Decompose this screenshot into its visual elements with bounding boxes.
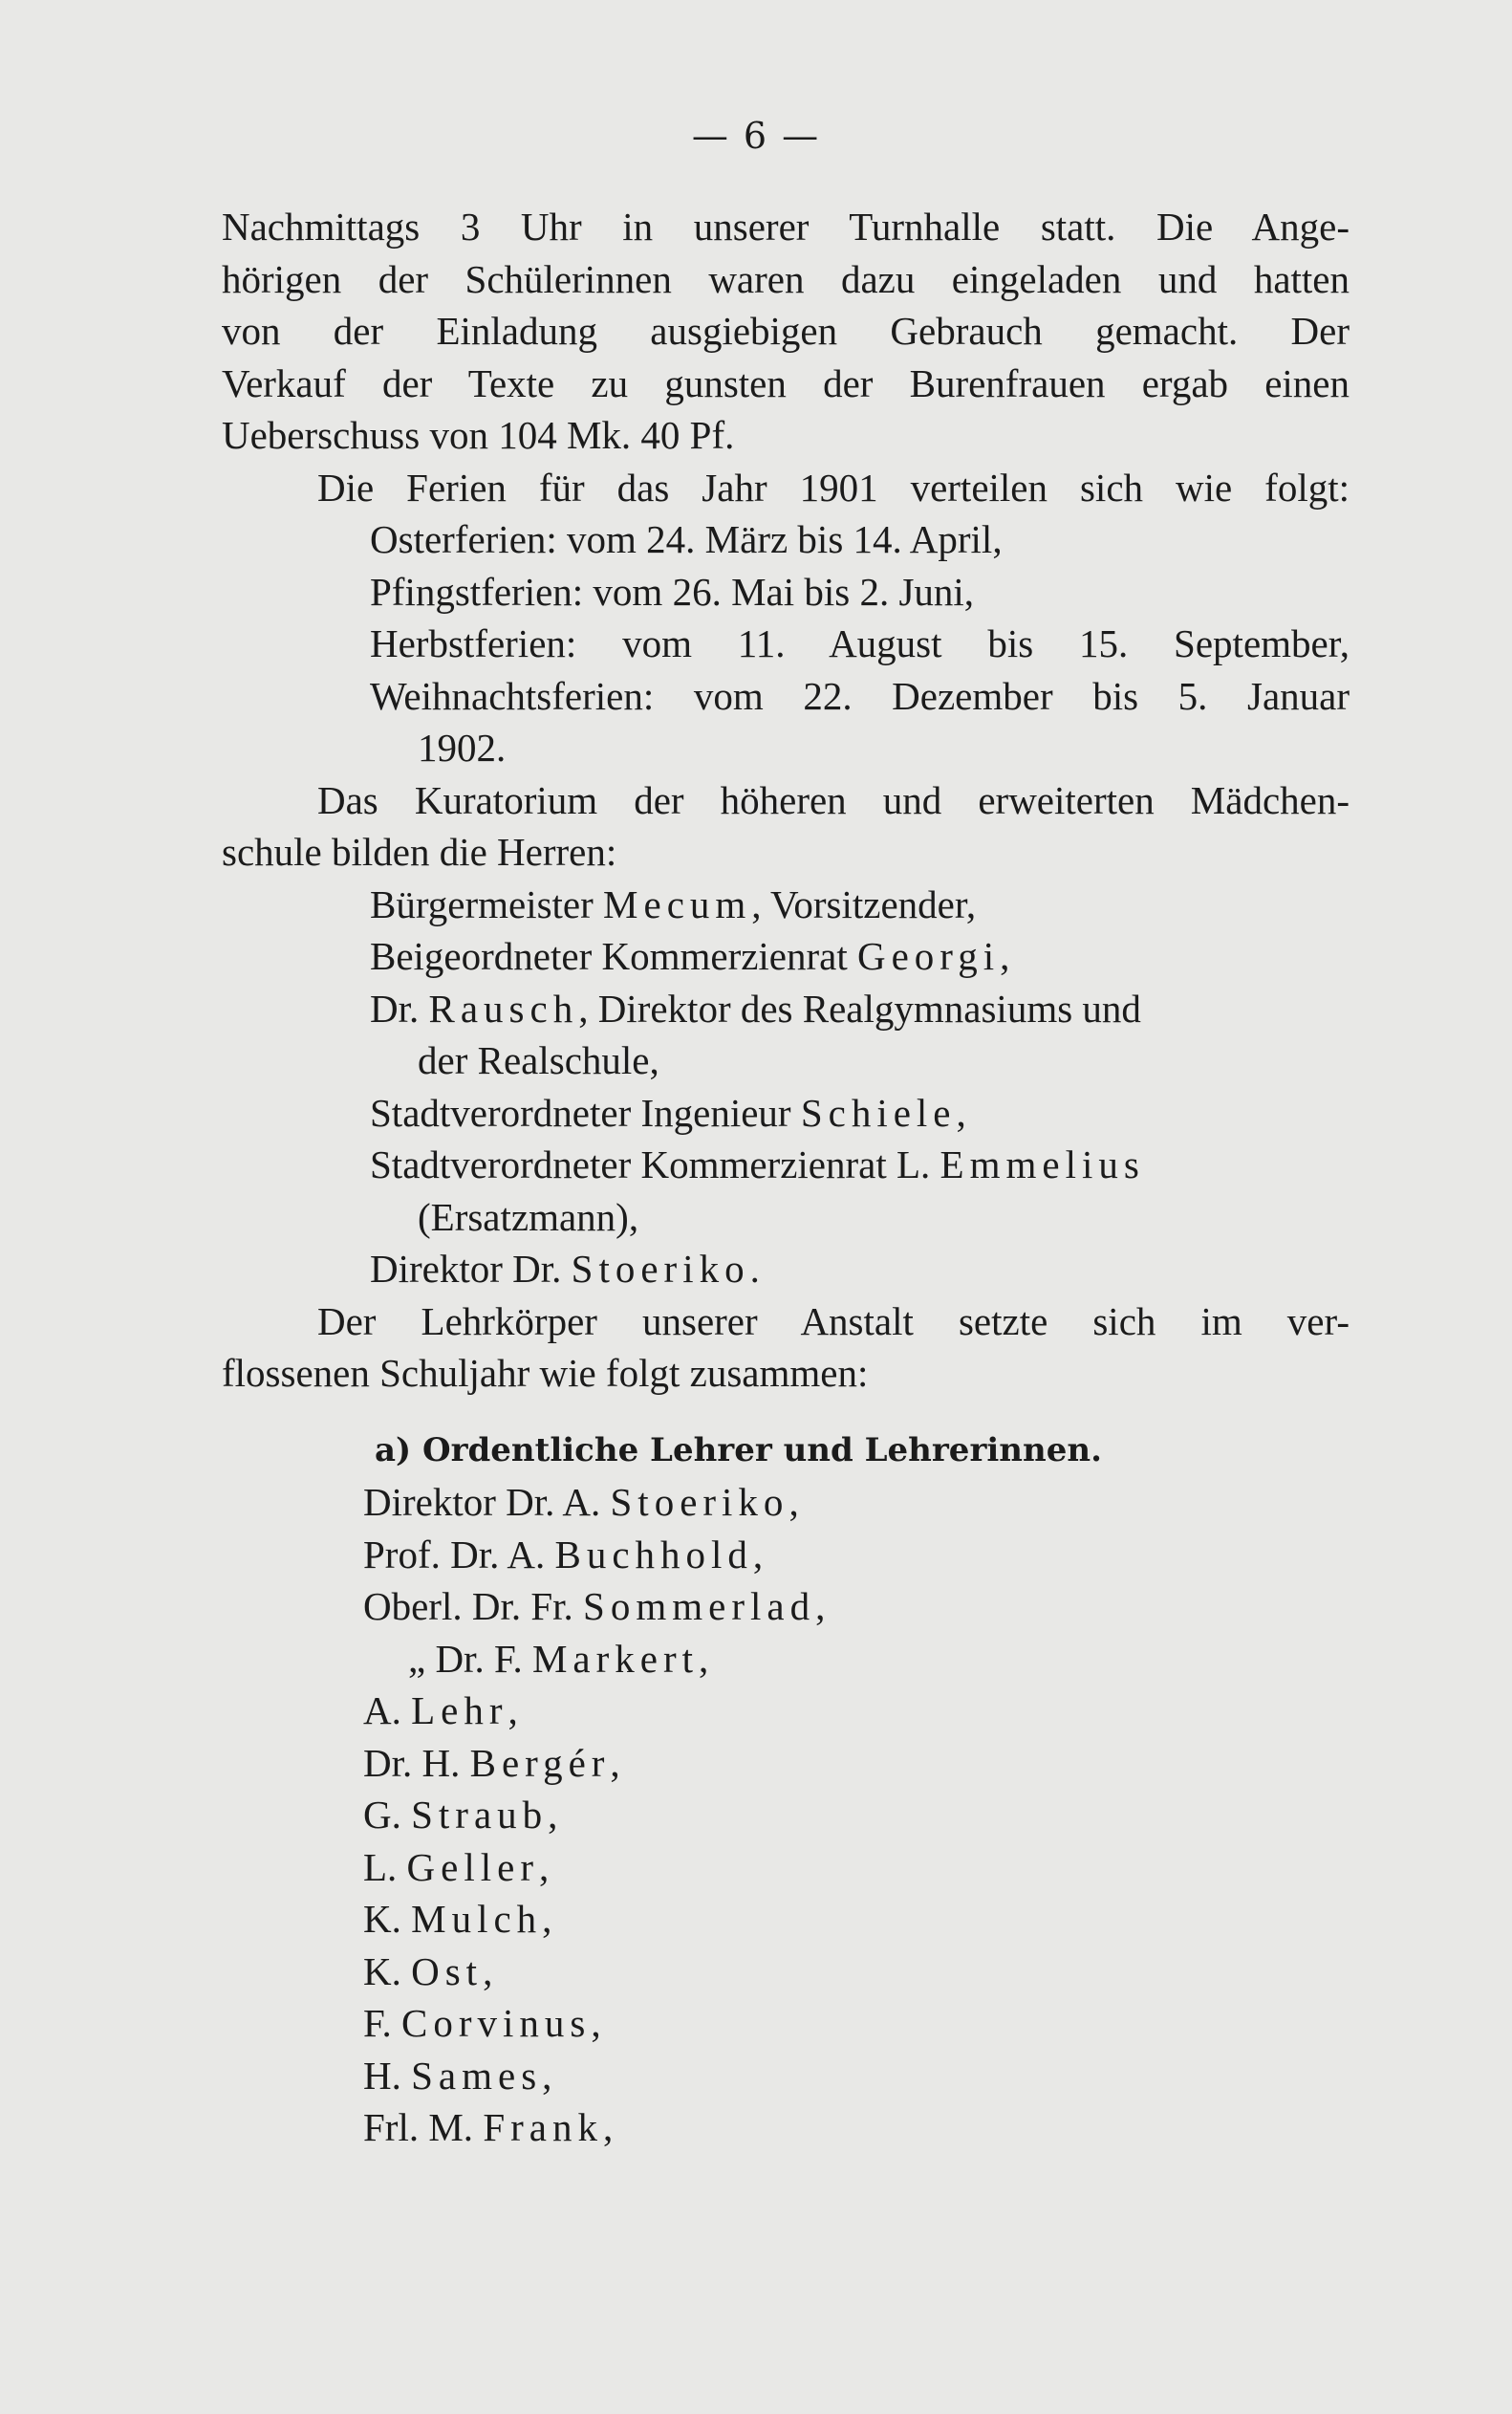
board-member xyxy=(222,930,1350,983)
board-member xyxy=(222,1243,1350,1295)
teacher-item xyxy=(222,1841,1350,1894)
member-title: Stadtverordneter Kommerzienrat L. xyxy=(370,1142,940,1186)
member-role: , Vorsitzender, xyxy=(751,881,977,926)
member-title: Stadtverordneter Ingenieur xyxy=(370,1090,801,1135)
member-role: , Direktor des Realgymnasiums und xyxy=(578,986,1141,1031)
paragraph-holidays xyxy=(222,462,1350,774)
teacher-title: Prof. Dr. A. xyxy=(363,1532,555,1577)
member-title: Bürgermeister xyxy=(370,881,604,926)
punctuation: , xyxy=(591,2001,601,2045)
teacher-name: Lehr xyxy=(411,1688,508,1732)
punctuation: , xyxy=(602,2105,614,2149)
holiday-item: Herbstferien: vom 11. August bis 15. September, xyxy=(370,621,1350,665)
teacher-title: A. xyxy=(363,1688,412,1732)
paragraph-board xyxy=(222,774,1350,1295)
teacher-item xyxy=(222,1893,1350,1946)
teacher-item xyxy=(222,1946,1350,1998)
punctuation: , xyxy=(539,1844,550,1889)
teacher-title: Dr. H. xyxy=(363,1740,470,1785)
punctuation: , xyxy=(699,1636,709,1681)
teacher-title: K. xyxy=(363,1948,412,1993)
text-line: Der Lehrkörper unserer Anstalt setzte sich im ver- xyxy=(317,1298,1350,1343)
punctuation: , xyxy=(483,1948,493,1993)
teacher-name: Sames xyxy=(411,2053,543,2098)
board-member xyxy=(222,1087,1350,1140)
teacher-item xyxy=(222,1633,1350,1685)
text-line: flossenen Schuljahr wie folgt zusammen: xyxy=(222,1351,869,1395)
teacher-name: Sommerlad xyxy=(583,1584,816,1628)
teacher-list xyxy=(222,1476,1350,2154)
text-line: von der Einladung ausgiebigen Gebrauch gemacht. Der xyxy=(222,309,1350,353)
member-title: Dr. xyxy=(370,986,429,1031)
teacher-title: G. xyxy=(363,1793,412,1837)
holiday-item: Weihnachtsferien: vom 22. Dezember bis 5. Januar xyxy=(370,673,1350,718)
text-line: Nachmittags 3 Uhr in unserer Turnhalle statt. Die Ange- xyxy=(222,205,1350,249)
teacher-item xyxy=(222,1789,1350,1841)
teacher-title: Oberl. Dr. Fr. xyxy=(363,1584,584,1628)
punctuation: , xyxy=(542,2053,552,2098)
punctuation: , xyxy=(610,1740,620,1785)
paragraph-staff xyxy=(222,1295,1350,1400)
teacher-title: Direktor Dr. A. xyxy=(363,1480,611,1524)
board-member xyxy=(222,1139,1350,1191)
member-title: Beigeordneter Kommerzienrat xyxy=(370,934,857,978)
paragraph-celebration xyxy=(222,201,1350,462)
section-heading: a) Ordentliche Lehrer und Lehrerinnen. xyxy=(375,1430,1102,1469)
page-body xyxy=(222,201,1350,2154)
member-role: , xyxy=(1000,934,1010,978)
teacher-item xyxy=(222,1685,1350,1737)
punctuation: , xyxy=(542,1897,552,1941)
member-role: . xyxy=(749,1247,760,1291)
teacher-title: Frl. M. xyxy=(363,2105,484,2149)
member-name: Rausch xyxy=(428,986,579,1031)
text-line: schule bilden die Herren: xyxy=(222,830,617,874)
punctuation: , xyxy=(548,1793,558,1837)
teacher-name: Straub xyxy=(411,1793,549,1837)
teacher-item xyxy=(222,2101,1350,2154)
board-member xyxy=(222,879,1350,931)
teacher-item xyxy=(222,1997,1350,2050)
board-member xyxy=(222,983,1350,1035)
teacher-name: Stoeriko xyxy=(610,1480,789,1524)
punctuation: , xyxy=(815,1584,826,1628)
teacher-item xyxy=(222,1580,1350,1633)
teacher-name: Frank xyxy=(483,2105,603,2149)
member-name: Schiele xyxy=(800,1090,957,1135)
board-member-continuation: (Ersatzmann), xyxy=(418,1194,639,1239)
teacher-item xyxy=(222,1737,1350,1790)
punctuation: , xyxy=(508,1688,518,1732)
teacher-name: Geller xyxy=(406,1844,539,1889)
teacher-name: Ost xyxy=(411,1948,484,1993)
member-name: Emmelius xyxy=(940,1142,1145,1186)
teacher-item xyxy=(222,2050,1350,2102)
board-member-continuation: der Realschule, xyxy=(418,1038,659,1082)
member-name: Mecum xyxy=(603,881,752,926)
teacher-title: K. xyxy=(363,1897,412,1941)
teacher-title: L. xyxy=(363,1844,407,1889)
holiday-item-continuation: 1902. xyxy=(418,726,507,770)
teacher-title: H. xyxy=(363,2053,412,2098)
teacher-title: F. xyxy=(363,2001,402,2045)
member-name: Georgi xyxy=(857,934,1001,978)
teacher-name: Buchhold xyxy=(554,1532,753,1577)
teacher-item xyxy=(222,1529,1350,1581)
text-line: Die Ferien für das Jahr 1901 verteilen sich wie folgt: xyxy=(317,465,1350,510)
teacher-title: „ Dr. F. xyxy=(408,1636,532,1681)
holiday-item: Osterferien: vom 24. März bis 14. April, xyxy=(370,517,1003,561)
member-role: , xyxy=(956,1090,966,1135)
text-line: Das Kuratorium der höheren und erweiterten Mädchen- xyxy=(317,777,1350,822)
teacher-name: Mulch xyxy=(411,1897,543,1941)
teacher-name: Corvinus xyxy=(401,2001,592,2045)
page-number: — 6 — xyxy=(691,115,821,157)
punctuation: , xyxy=(788,1480,799,1524)
teacher-name: Markert xyxy=(531,1636,700,1681)
text-line: Verkauf der Texte zu gunsten der Burenfrauen ergab einen xyxy=(222,360,1350,405)
teacher-name: Bergér xyxy=(469,1740,611,1785)
teacher-item xyxy=(222,1476,1350,1529)
member-title: Direktor Dr. xyxy=(370,1247,572,1291)
holiday-item: Pfingstferien: vom 26. Mai bis 2. Juni, xyxy=(370,569,975,614)
member-name: Stoeriko xyxy=(571,1247,750,1291)
text-line: hörigen der Schülerinnen waren dazu eingeladen und hatten xyxy=(222,256,1350,301)
punctuation: , xyxy=(752,1532,764,1577)
text-line: Ueberschuss von 104 Mk. 40 Pf. xyxy=(222,413,735,457)
